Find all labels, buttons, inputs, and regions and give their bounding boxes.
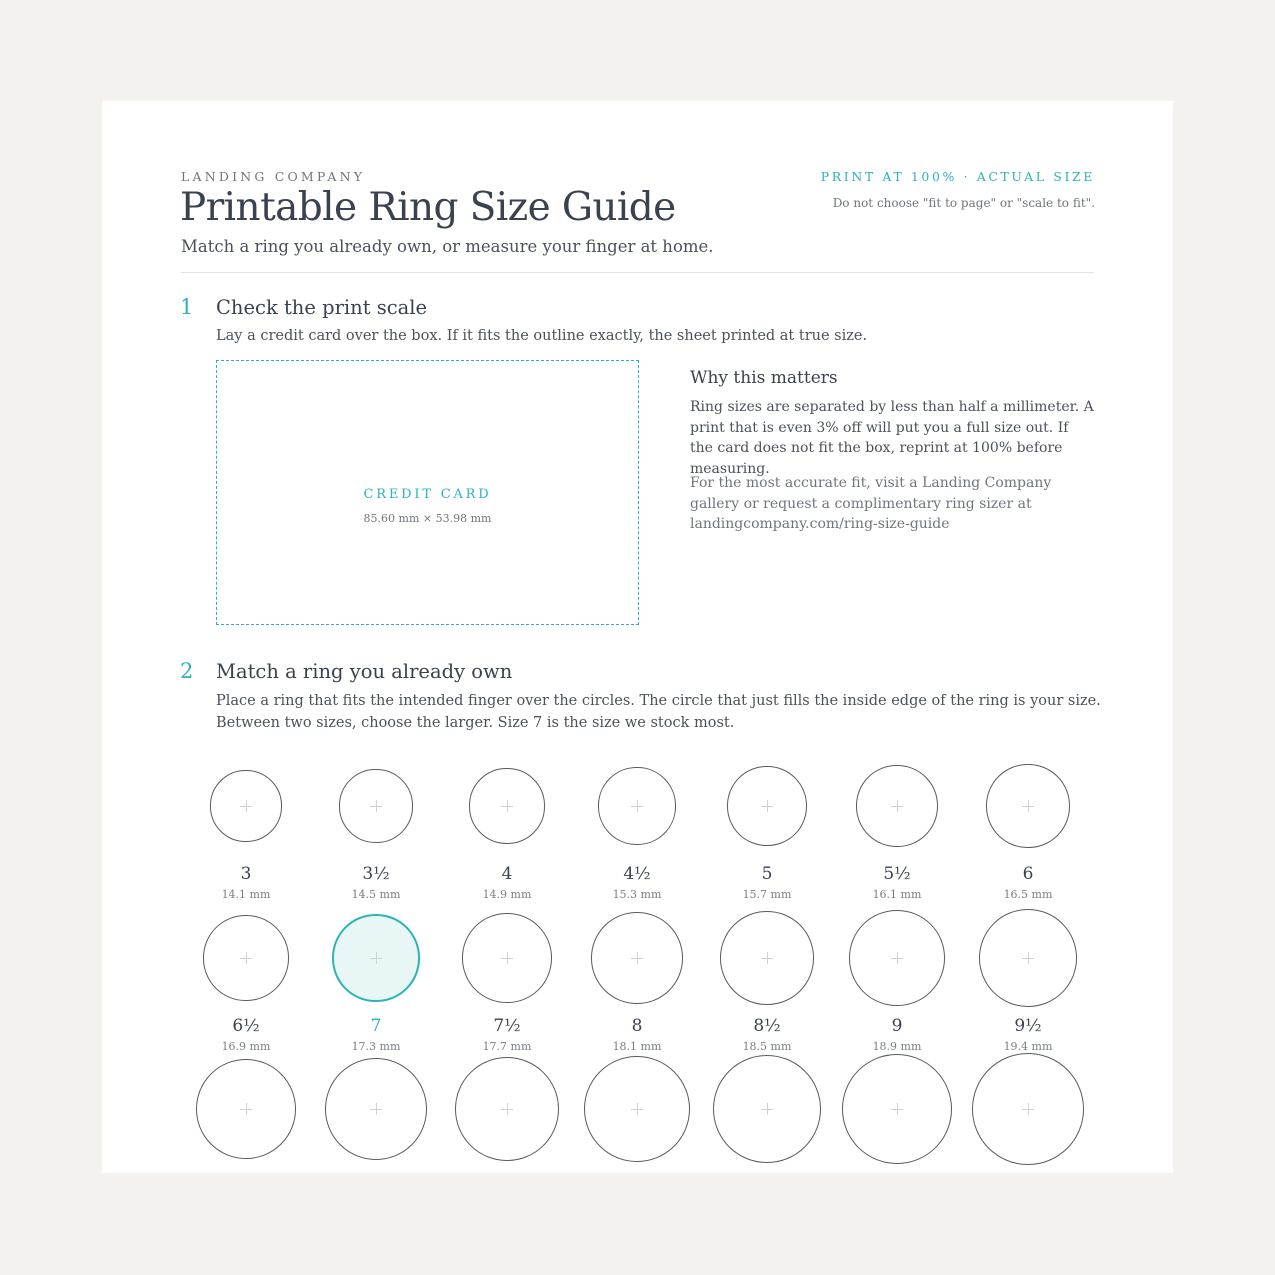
ring-crosshair	[1028, 1103, 1029, 1115]
ring-crosshair	[507, 800, 508, 812]
ring-size-label: 5	[761, 864, 773, 884]
header-divider	[181, 272, 1094, 273]
ring-crosshair	[637, 800, 638, 812]
step-1-description: Lay a credit card over the box. If it fits the outline exactly, the sheet printed at true size.	[216, 328, 868, 344]
ring-size-label: 9½	[1014, 1016, 1042, 1036]
print-warning: Do not choose "fit to page" or "scale to fit".	[832, 196, 1095, 210]
ring-crosshair	[507, 1103, 508, 1115]
ring-diameter-label: 14.5 mm	[351, 888, 401, 901]
step-1-number: 1	[180, 295, 194, 319]
ring-diameter-label: 19.4 mm	[1003, 1040, 1053, 1053]
ring-diameter-label: 18.9 mm	[872, 1040, 922, 1053]
ring-diameter-label: 18.5 mm	[742, 1040, 792, 1053]
ring-crosshair	[1028, 800, 1029, 812]
ring-crosshair	[376, 1103, 377, 1115]
step-2-number: 2	[180, 659, 194, 683]
ring-crosshair	[897, 800, 898, 812]
credit-card-outline	[216, 360, 639, 625]
ring-crosshair	[897, 952, 898, 964]
credit-card-label: CREDIT CARD	[363, 487, 492, 502]
ring-crosshair	[637, 1103, 638, 1115]
ring-crosshair	[507, 952, 508, 964]
ring-crosshair	[767, 800, 768, 812]
ring-size-label: 7	[370, 1016, 382, 1036]
page-title: Printable Ring Size Guide	[180, 185, 676, 230]
ring-crosshair	[246, 1103, 247, 1115]
ring-size-label: 5½	[883, 864, 911, 884]
ring-size-label: 7½	[493, 1016, 521, 1036]
why-this-matters-text: Ring sizes are separated by less than half a millimeter. A print that is even 3% off will put you a full size out. If the card does not fit the box, reprint at 100% before measuring.	[690, 399, 1094, 477]
ring-crosshair	[246, 800, 247, 812]
ring-diameter-label: 16.5 mm	[1003, 888, 1053, 901]
page-subtitle: Match a ring you already own, or measure your finger at home.	[181, 237, 714, 256]
ring-size-label: 6	[1022, 864, 1034, 884]
ring-size-label: 8½	[753, 1016, 781, 1036]
step-2-title: Match a ring you already own	[216, 660, 513, 683]
ring-diameter-label: 16.1 mm	[872, 888, 922, 901]
ring-crosshair	[637, 952, 638, 964]
ring-size-label: 4	[501, 864, 513, 884]
ring-diameter-label: 17.3 mm	[351, 1040, 401, 1053]
ring-size-label: 3½	[362, 864, 390, 884]
ring-size-label: 4½	[623, 864, 651, 884]
ring-size-label: 8	[631, 1016, 643, 1036]
ring-crosshair	[246, 952, 247, 964]
why-this-matters-heading: Why this matters	[690, 368, 838, 388]
step-2-description-line-1: Place a ring that fits the intended finger over the circles. The circle that just fills the inside edge of the ring is your size.	[216, 693, 1101, 709]
ring-size-label: 6½	[232, 1016, 260, 1036]
print-instruction: PRINT AT 100% · ACTUAL SIZE	[820, 169, 1095, 184]
ring-diameter-label: 15.3 mm	[612, 888, 662, 901]
ring-size-label: 9	[891, 1016, 903, 1036]
ring-crosshair	[376, 800, 377, 812]
brand-name: LANDING COMPANY	[181, 169, 366, 184]
ring-diameter-label: 17.7 mm	[482, 1040, 532, 1053]
ring-crosshair	[1028, 952, 1029, 964]
ring-crosshair	[767, 1103, 768, 1115]
ring-crosshair	[897, 1103, 898, 1115]
ring-diameter-label: 16.9 mm	[221, 1040, 271, 1053]
step-1-title: Check the print scale	[216, 296, 428, 319]
ring-size-label: 3	[240, 864, 252, 884]
ring-diameter-label: 14.9 mm	[482, 888, 532, 901]
ring-diameter-label: 15.7 mm	[742, 888, 792, 901]
ring-crosshair	[767, 952, 768, 964]
sizer-request-note: For the most accurate fit, visit a Landing Company gallery or request a complimentary ring sizer at landingcompany.com/ring-size-guide	[690, 475, 1052, 532]
step-2-description-line-2: Between two sizes, choose the larger. Size 7 is the size we stock most.	[216, 715, 735, 731]
ring-crosshair	[376, 952, 377, 964]
ring-diameter-label: 18.1 mm	[612, 1040, 662, 1053]
credit-card-dimensions: 85.60 mm × 53.98 mm	[363, 512, 492, 525]
ring-diameter-label: 14.1 mm	[221, 888, 271, 901]
ring-size-sheet	[102, 101, 1173, 1173]
